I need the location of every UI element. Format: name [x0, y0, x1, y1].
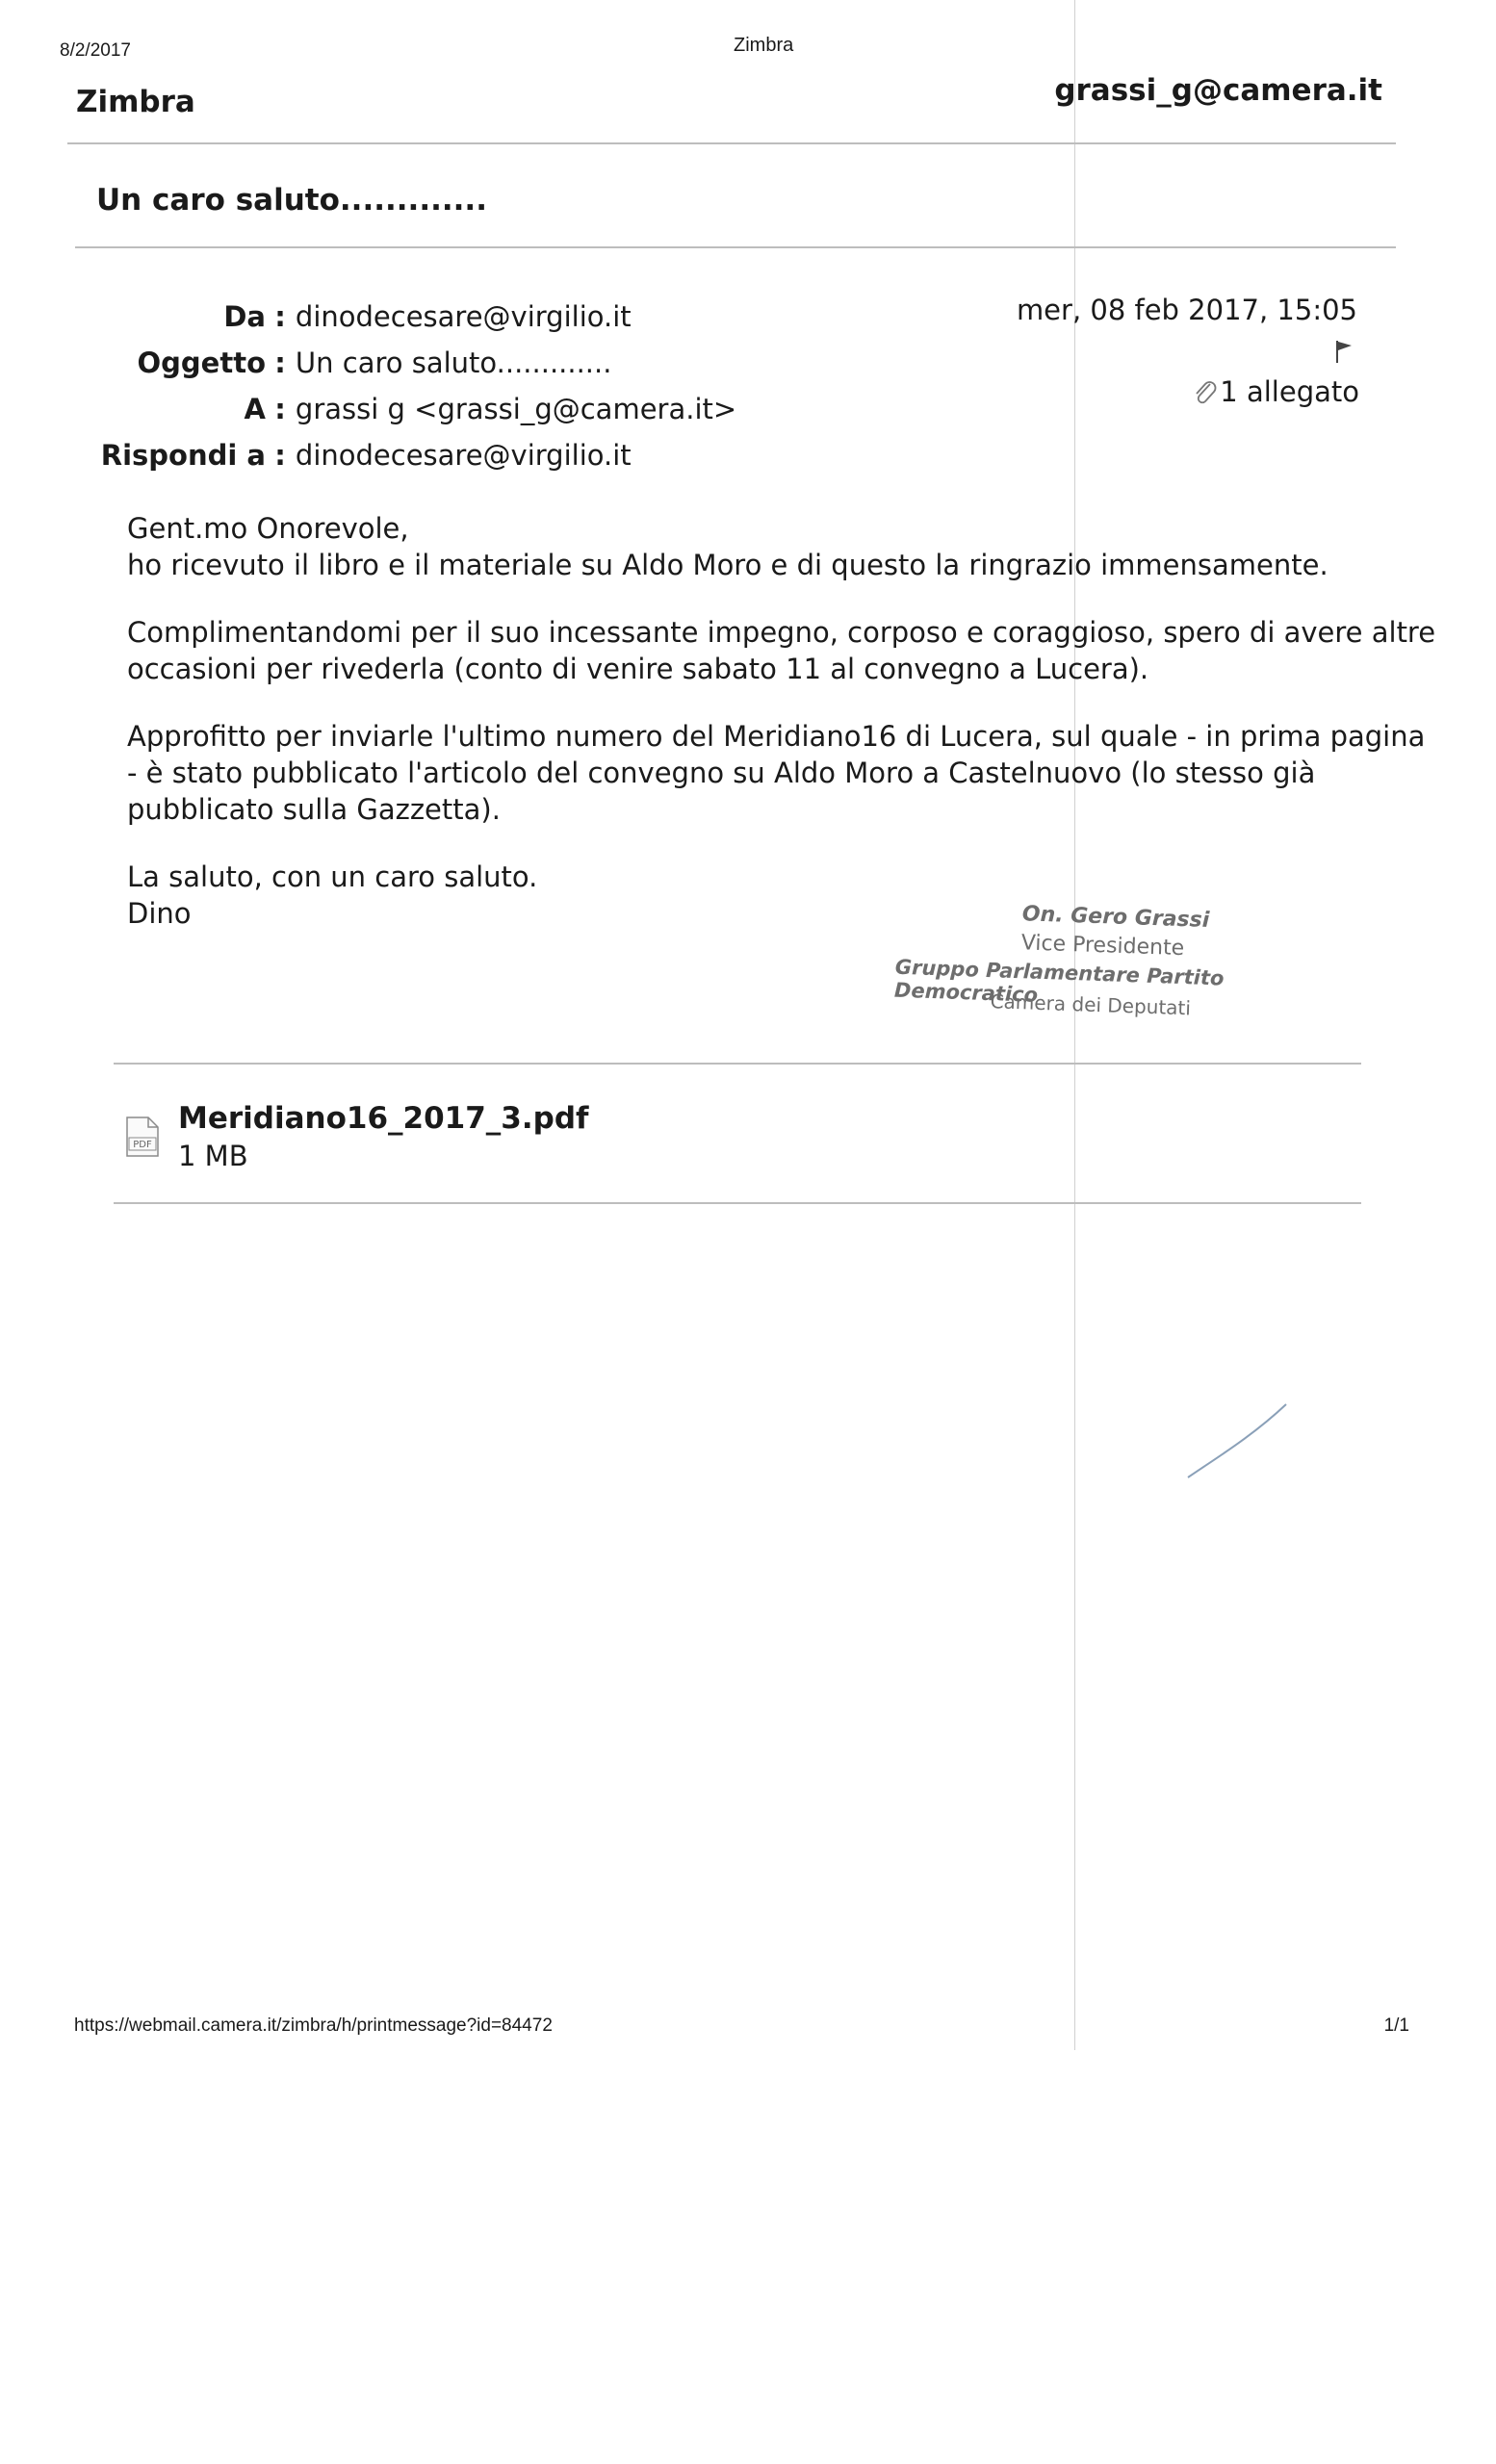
stamp-name: On. Gero Grassi	[1021, 902, 1210, 934]
body-line: Complimentandomi per il suo incessante impegno, corposo e coraggioso, spero di avere altre	[127, 616, 1436, 649]
to-row: A : grassi g <grassi_g@camera.it>	[83, 393, 736, 425]
body-line: Approfitto per inviarle l'ultimo numero del Meridiano16 di Lucera, sul quale - in prima pagina	[127, 720, 1426, 753]
print-title: Zimbra	[734, 35, 794, 56]
pdf-icon-label: PDF	[133, 1140, 152, 1150]
to-label: A	[244, 393, 266, 425]
body-line: occasioni per rivederla (conto di venire sabato 11 al convegno a Lucera).	[127, 653, 1149, 685]
page-number: 1/1	[1383, 2015, 1409, 2036]
stamp-role: Vice Presidente	[1020, 931, 1185, 962]
body-line: - è stato pubblicato l'articolo del convegno su Aldo Moro a Castelnuovo (lo stesso già	[127, 757, 1316, 789]
message-subject-title: Un caro saluto.............	[96, 183, 487, 218]
subject-value: Un caro saluto.............	[295, 346, 612, 379]
pen-mark	[1184, 1400, 1290, 1482]
stamp-chamber: Camera dei Deputati	[990, 989, 1192, 1020]
pdf-file-icon[interactable]	[125, 1116, 160, 1157]
flag-icon[interactable]	[1334, 339, 1354, 364]
body-paragraph	[127, 718, 1426, 828]
print-date: 8/2/2017	[60, 40, 131, 61]
from-label: Da	[223, 300, 266, 333]
reply-label: Rispondi a	[100, 439, 266, 472]
attachment-name[interactable]: Meridiano16_2017_3.pdf	[178, 1101, 589, 1136]
account-email: grassi_g@camera.it	[1054, 73, 1382, 108]
attachment-count: 1 allegato	[1220, 375, 1359, 408]
attachment-divider	[114, 1202, 1361, 1204]
body-line: ho ricevuto il libro e il materiale su Aldo Moro e di questo la ringrazio immensamente.	[127, 549, 1328, 581]
attachment-size: 1 MB	[178, 1140, 248, 1172]
footer-url: https://webmail.camera.it/zimbra/h/printmessage?id=84472	[74, 2015, 553, 2036]
subject-divider	[75, 246, 1396, 248]
body-paragraph	[127, 614, 1436, 687]
to-value[interactable]: grassi g <grassi_g@camera.it>	[295, 393, 737, 425]
subject-label: Oggetto	[137, 346, 266, 379]
message-date: mer, 08 feb 2017, 15:05	[1016, 294, 1357, 326]
brand-name: Zimbra	[76, 85, 195, 119]
from-row: Da : dinodecesare@virgilio.it	[83, 300, 632, 333]
body-line: pubblicato sulla Gazzetta).	[127, 793, 501, 826]
body-divider	[114, 1063, 1361, 1065]
reply-value[interactable]: dinodecesare@virgilio.it	[295, 439, 632, 472]
reply-row: Rispondi a : dinodecesare@virgilio.it	[83, 439, 632, 472]
official-stamp	[893, 898, 1302, 1038]
from-value[interactable]: dinodecesare@virgilio.it	[295, 300, 632, 333]
subject-row: Oggetto : Un caro saluto.............	[83, 346, 611, 379]
header-divider	[67, 142, 1396, 144]
attachment-indicator[interactable]	[1193, 375, 1359, 408]
message-body	[127, 510, 1436, 962]
body-line: Dino	[127, 897, 192, 930]
body-line: Gent.mo Onorevole,	[127, 512, 409, 545]
body-line: La saluto, con un caro saluto.	[127, 860, 538, 893]
stamp-group: Gruppo Parlamentare Partito Democratico	[893, 955, 1225, 1007]
body-paragraph	[127, 510, 1379, 583]
paperclip-icon	[1193, 378, 1218, 405]
